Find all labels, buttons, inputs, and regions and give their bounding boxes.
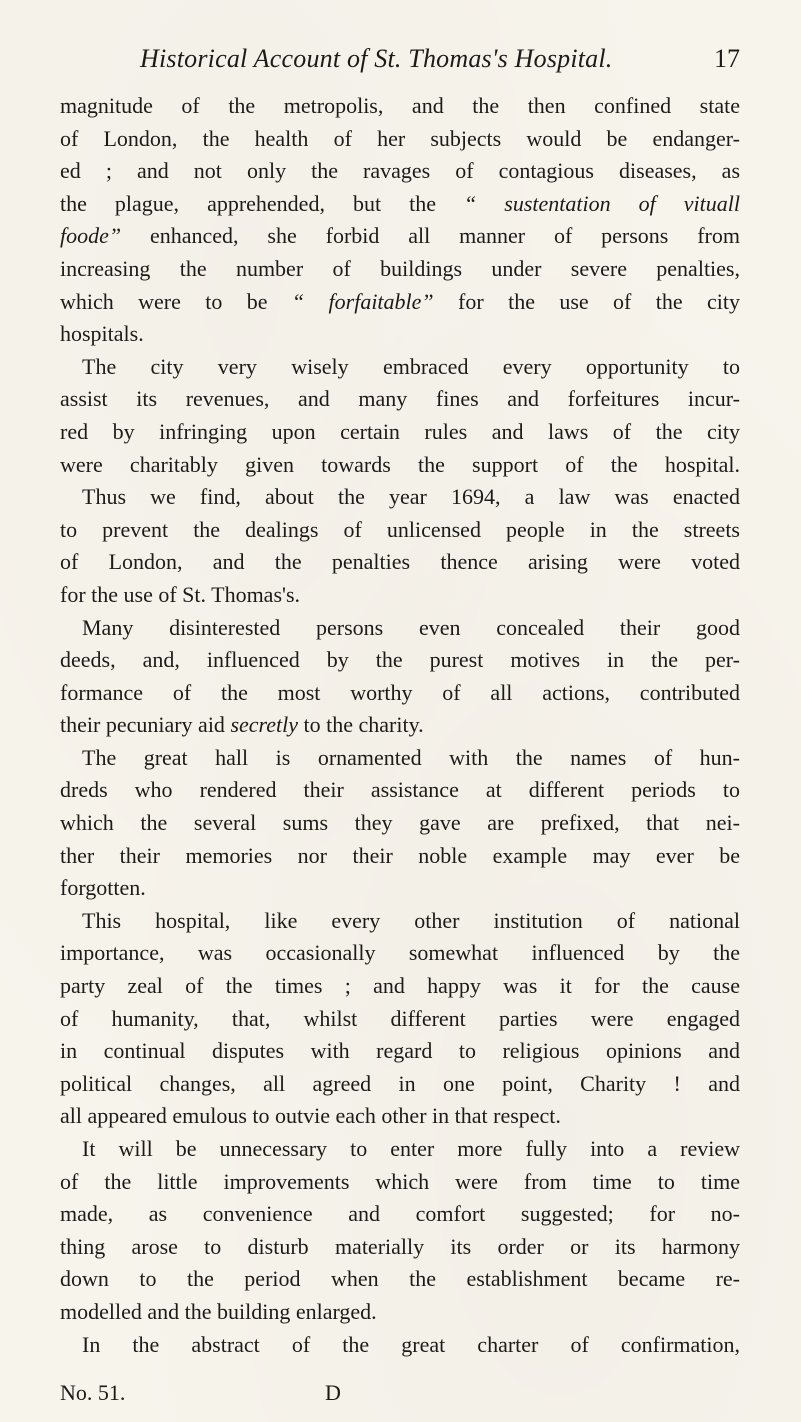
text-line bbox=[60, 612, 740, 645]
text-line bbox=[60, 709, 740, 742]
text-line bbox=[60, 1231, 740, 1264]
italic-phrase: “ sustentation of vituall bbox=[464, 190, 740, 216]
text-segment: made, as convenience and comfort suggested; for no- bbox=[60, 1201, 740, 1227]
text-segment: which the several sums they gave are prefixed, that nei- bbox=[60, 810, 740, 836]
text-line bbox=[60, 1133, 740, 1166]
text-segment: of the little improvements which were from time to time bbox=[60, 1168, 740, 1194]
text-segment: which were to be bbox=[60, 288, 292, 314]
text-line bbox=[60, 807, 740, 840]
text-segment: were charitably given towards the support of the hospital. bbox=[60, 451, 740, 477]
text-line bbox=[60, 1100, 740, 1133]
text-line bbox=[60, 220, 740, 253]
text-segment: of London, the health of her subjects would be endanger- bbox=[60, 125, 740, 151]
italic-phrase: secretly bbox=[230, 712, 299, 738]
text-segment: enhanced, she forbid all manner of persons from bbox=[121, 223, 740, 249]
signature-mark: D bbox=[325, 1380, 341, 1405]
text-segment: forgotten. bbox=[60, 875, 146, 901]
text-line bbox=[60, 449, 740, 482]
text-line bbox=[60, 644, 740, 677]
text-line bbox=[60, 514, 740, 547]
text-line bbox=[60, 1068, 740, 1101]
text-line bbox=[60, 383, 740, 416]
text-line bbox=[60, 188, 740, 221]
text-line bbox=[60, 155, 740, 188]
text-line bbox=[60, 416, 740, 449]
text-segment: down to the period when the establishment became re- bbox=[60, 1266, 740, 1292]
text-line bbox=[60, 840, 740, 873]
text-segment: political changes, all agreed in one point, Charity ! and bbox=[60, 1070, 740, 1096]
text-segment: formance of the most worthy of all actions, contributed bbox=[60, 679, 740, 705]
text-segment: hospitals. bbox=[60, 321, 144, 347]
text-segment: the plague, apprehended, but the bbox=[60, 190, 465, 216]
page-header bbox=[140, 44, 740, 84]
text-segment: Thus we find, about the year 1694, a law was enacted bbox=[82, 484, 740, 510]
italic-phrase: foode” bbox=[60, 223, 122, 249]
text-segment: in continual disputes with regard to religious opinions and bbox=[60, 1038, 740, 1064]
text-line bbox=[60, 253, 740, 286]
text-segment: Many disinterested persons even concealed their good bbox=[82, 614, 740, 640]
text-segment: of humanity, that, whilst different parties were engaged bbox=[60, 1005, 740, 1031]
text-line bbox=[60, 1329, 740, 1362]
signature-number: No. 51. bbox=[60, 1380, 126, 1405]
text-line bbox=[60, 774, 740, 807]
text-segment: In the abstract of the great charter of confirmation, bbox=[82, 1331, 740, 1357]
text-segment: It will be unnecessary to enter more fully into a review bbox=[82, 1136, 740, 1161]
text-segment: to prevent the dealings of unlicensed people in the streets bbox=[60, 516, 740, 542]
running-head: Historical Account of St. Thomas's Hospital. bbox=[140, 44, 613, 73]
text-segment: to the charity. bbox=[298, 712, 424, 738]
text-line bbox=[60, 351, 740, 384]
text-segment: ther their memories nor their noble example may ever be bbox=[60, 842, 740, 868]
text-segment: The great hall is ornamented with the names of hun- bbox=[82, 744, 740, 770]
text-line bbox=[60, 318, 740, 351]
page-number: 17 bbox=[714, 44, 740, 73]
text-segment: magnitude of the metropolis, and the then confined state bbox=[60, 93, 740, 118]
body-text bbox=[60, 90, 740, 1361]
text-segment: This hospital, like every other institution of national bbox=[82, 907, 740, 933]
text-segment: of London, and the penalties thence arising were voted bbox=[60, 549, 740, 575]
text-line bbox=[60, 1198, 740, 1231]
text-segment: for the use of St. Thomas's. bbox=[60, 581, 301, 607]
text-line bbox=[60, 677, 740, 710]
text-line bbox=[60, 546, 740, 579]
text-segment: assist its revenues, and many fines and forfeitures incur- bbox=[60, 386, 740, 412]
text-segment: increasing the number of buildings under severe penalties, bbox=[60, 255, 740, 281]
text-segment: all appeared emulous to outvie each other in that respect. bbox=[60, 1103, 561, 1129]
text-segment: for the use of the city bbox=[433, 288, 740, 314]
text-segment: thing arose to disturb materially its order or its harmony bbox=[60, 1233, 740, 1259]
text-line bbox=[60, 905, 740, 938]
text-line bbox=[60, 1166, 740, 1199]
text-line bbox=[60, 1003, 740, 1036]
text-line bbox=[60, 481, 740, 514]
text-line bbox=[60, 872, 740, 905]
text-segment: modelled and the building enlarged. bbox=[60, 1298, 377, 1324]
text-segment: dreds who rendered their assistance at different periods to bbox=[60, 777, 740, 803]
text-line bbox=[60, 970, 740, 1003]
text-line bbox=[60, 286, 740, 319]
text-line bbox=[60, 937, 740, 970]
text-line bbox=[60, 579, 740, 612]
text-segment: their pecuniary aid bbox=[60, 712, 231, 738]
page-footer bbox=[60, 1380, 740, 1412]
text-segment: red by infringing upon certain rules and laws of the city bbox=[60, 418, 740, 444]
text-line bbox=[60, 1263, 740, 1296]
text-segment: party zeal of the times ; and happy was it for the cause bbox=[60, 973, 740, 999]
text-segment: importance, was occasionally somewhat influenced by the bbox=[60, 940, 740, 966]
text-segment: The city very wisely embraced every opportunity to bbox=[82, 353, 740, 379]
text-segment: ed ; and not only the ravages of contagious diseases, as bbox=[60, 158, 740, 184]
text-segment: deeds, and, influenced by the purest motives in the per- bbox=[60, 647, 740, 673]
text-line bbox=[60, 742, 740, 775]
text-line bbox=[60, 1035, 740, 1068]
text-line bbox=[60, 123, 740, 156]
italic-phrase: “ forfaitable” bbox=[291, 288, 434, 314]
text-line bbox=[60, 90, 740, 123]
text-line bbox=[60, 1296, 740, 1329]
